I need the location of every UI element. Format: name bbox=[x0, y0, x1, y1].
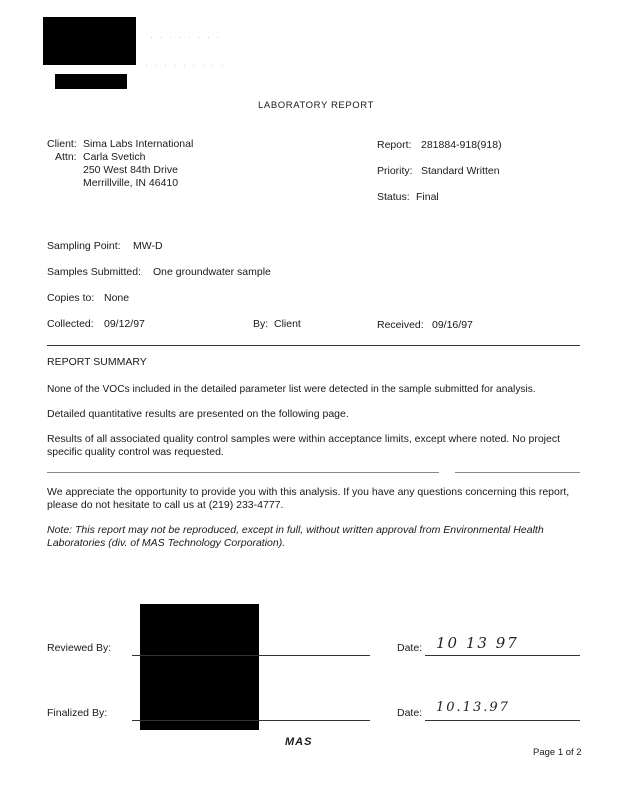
divider bbox=[455, 472, 580, 473]
address-line-1: 250 West 84th Drive bbox=[83, 164, 178, 176]
report-number: 281884-918(918) bbox=[421, 139, 502, 151]
collected-value: 09/12/97 bbox=[104, 318, 145, 330]
by-label: By: bbox=[253, 318, 269, 330]
received-value: 09/16/97 bbox=[432, 319, 473, 331]
attn-name: Carla Svetich bbox=[83, 151, 146, 163]
faint-letterhead: · · · · · · · · bbox=[150, 32, 222, 42]
reviewed-by-label: Reviewed By: bbox=[47, 642, 112, 654]
sampling-point-value: MW-D bbox=[133, 240, 163, 252]
client-label: Client: bbox=[47, 138, 77, 150]
attn-label: Attn: bbox=[55, 151, 77, 163]
divider bbox=[47, 472, 439, 473]
closing-paragraph: We appreciate the opportunity to provide you with this analysis. If you have any questions concerning this report, please do not hesitate to call us at (219) 233-4777. bbox=[47, 486, 570, 511]
by-value: Client bbox=[274, 318, 301, 330]
report-label: Report: bbox=[377, 139, 412, 151]
status-value: Final bbox=[416, 191, 439, 203]
status-label: Status: bbox=[377, 191, 410, 203]
finalized-by-label: Finalized By: bbox=[47, 707, 108, 719]
reviewed-signature-line bbox=[132, 655, 370, 656]
redacted-signatures bbox=[140, 604, 259, 730]
finalized-date-line bbox=[425, 720, 580, 721]
sampling-point-label: Sampling Point: bbox=[47, 240, 121, 252]
client-name: Sima Labs International bbox=[83, 138, 194, 150]
reproduction-note: Note: This report may not be reproduced, except in full, without written approval from Environmental Health Laboratories (div. of MAS Technology Corporation). bbox=[47, 524, 544, 549]
reviewed-date-label: Date: bbox=[397, 642, 423, 654]
priority-label: Priority: bbox=[377, 165, 413, 177]
finalized-signature-line bbox=[132, 720, 370, 721]
redacted-logo-block bbox=[43, 17, 136, 65]
reviewed-date-handwritten: 10 13 97 bbox=[436, 634, 519, 652]
summary-paragraph: Detailed quantitative results are presented on the following page. bbox=[47, 408, 349, 420]
address-line-2: Merrillville, IN 46410 bbox=[83, 177, 179, 189]
page-number: Page 1 of 2 bbox=[533, 747, 582, 758]
summary-paragraph: None of the VOCs included in the detailed parameter list were detected in the sample submitted for analysis. bbox=[47, 384, 536, 395]
footer-logo: MAS bbox=[285, 736, 313, 748]
received-label: Received: bbox=[377, 319, 424, 331]
samples-submitted-label: Samples Submitted: bbox=[47, 266, 141, 278]
reviewed-date-line bbox=[425, 655, 580, 656]
copies-value: None bbox=[104, 292, 130, 304]
summary-paragraph: Results of all associated quality control samples were within acceptance limits, except where noted. No project specific quality control was requested. bbox=[47, 433, 560, 458]
samples-submitted-value: One groundwater sample bbox=[153, 266, 271, 278]
finalized-date-handwritten: 10.13.97 bbox=[436, 700, 510, 715]
finalized-date-label: Date: bbox=[397, 707, 423, 719]
summary-heading: REPORT SUMMARY bbox=[47, 356, 147, 368]
redacted-logo-bar bbox=[55, 74, 127, 89]
collected-label: Collected: bbox=[47, 318, 94, 330]
divider bbox=[47, 345, 580, 346]
copies-label: Copies to: bbox=[47, 292, 95, 304]
priority-value: Standard Written bbox=[421, 165, 500, 177]
report-title: LABORATORY REPORT bbox=[258, 100, 374, 111]
faint-letterhead: · · · · · · · · · bbox=[145, 60, 226, 70]
